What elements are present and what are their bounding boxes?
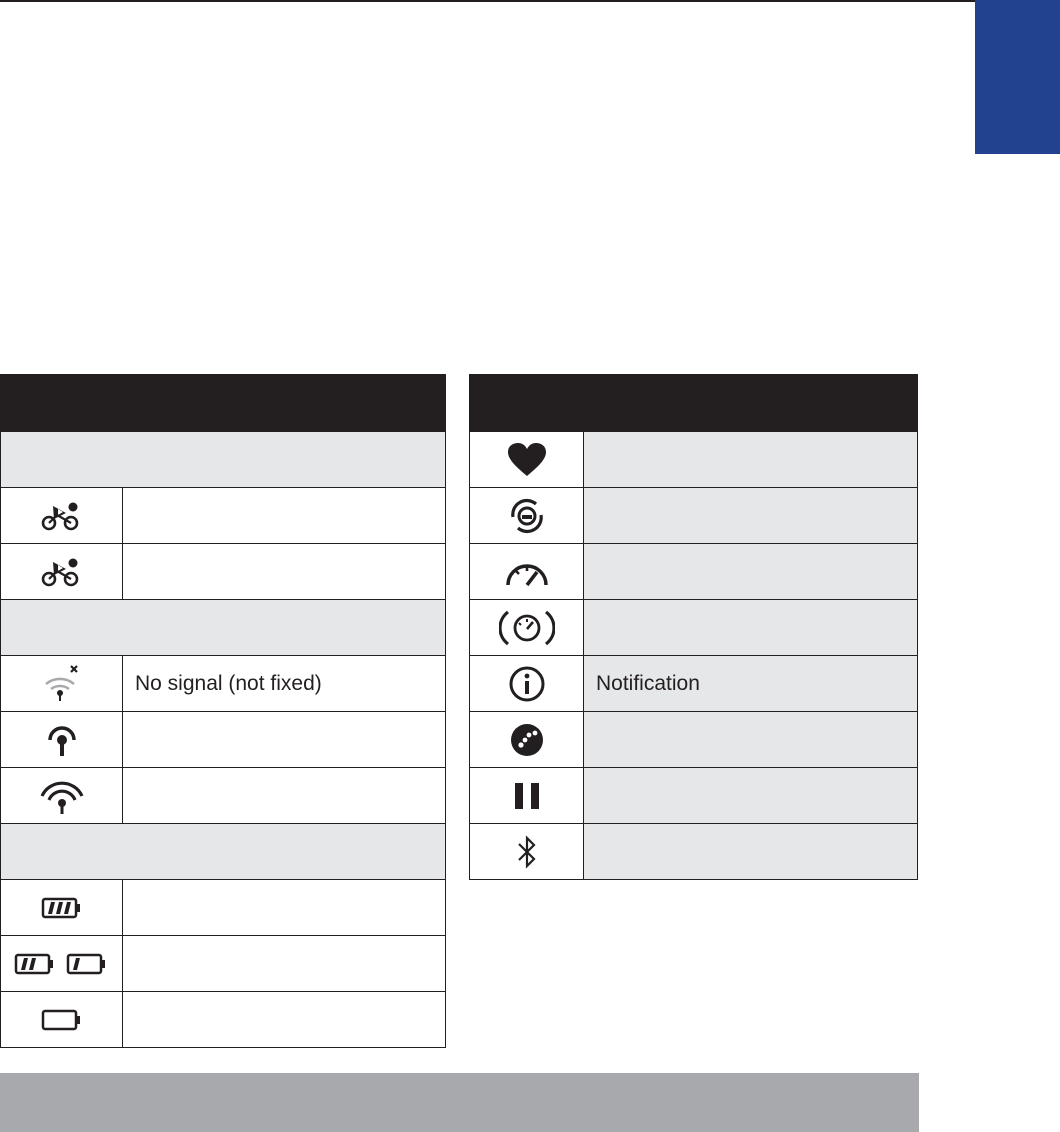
row-description	[123, 880, 446, 936]
cadence-sensor-icon	[470, 488, 584, 544]
table-row	[470, 600, 918, 656]
gps-strong-signal-icon	[1, 768, 123, 824]
sensor-icon-table	[469, 374, 918, 880]
row-description	[584, 600, 918, 656]
pause-icon	[470, 768, 584, 824]
table-header	[1, 375, 446, 432]
row-description	[123, 488, 446, 544]
section-label	[1, 432, 446, 488]
table-row	[1, 656, 446, 712]
row-description	[584, 432, 918, 488]
row-description	[584, 544, 918, 600]
footer-note-bar	[0, 1073, 919, 1132]
section-row	[1, 824, 446, 880]
battery-full-icon	[1, 880, 123, 936]
table-row	[1, 992, 446, 1048]
table-row	[1, 936, 446, 992]
heart-icon	[470, 432, 584, 488]
power-meter-icon	[470, 712, 584, 768]
row-description	[584, 824, 918, 880]
row-description	[584, 768, 918, 824]
table-row	[1, 768, 446, 824]
gps-weak-signal-icon	[1, 712, 123, 768]
bluetooth-icon	[470, 824, 584, 880]
row-description	[123, 768, 446, 824]
row-description	[584, 712, 918, 768]
battery-empty-icon	[1, 992, 123, 1048]
speed-cadence-sensor-icon	[470, 600, 584, 656]
table-row	[1, 712, 446, 768]
row-description	[584, 488, 918, 544]
section-row	[1, 432, 446, 488]
section-row	[1, 600, 446, 656]
row-description	[123, 712, 446, 768]
table-row	[470, 656, 918, 712]
top-rule	[0, 0, 975, 2]
row-description	[123, 936, 446, 992]
table-row	[470, 768, 918, 824]
row-description: No signal (not fixed)	[123, 656, 446, 712]
row-description	[123, 544, 446, 600]
table-row	[470, 544, 918, 600]
cyclist-icon	[1, 488, 123, 544]
table-row	[1, 488, 446, 544]
table-row	[1, 880, 446, 936]
table-row	[470, 712, 918, 768]
cyclist-icon	[1, 544, 123, 600]
gps-no-signal-icon	[1, 656, 123, 712]
table-row	[470, 432, 918, 488]
table-row	[1, 544, 446, 600]
status-icon-table	[0, 374, 446, 1048]
speed-gauge-icon	[470, 544, 584, 600]
chapter-tab	[975, 0, 1060, 154]
row-description: Notification	[584, 656, 918, 712]
row-description	[123, 992, 446, 1048]
section-label	[1, 824, 446, 880]
table-row	[470, 488, 918, 544]
section-label	[1, 600, 446, 656]
info-icon	[470, 656, 584, 712]
battery-partial-icon	[1, 936, 123, 992]
table-header	[470, 375, 918, 432]
table-row	[470, 824, 918, 880]
